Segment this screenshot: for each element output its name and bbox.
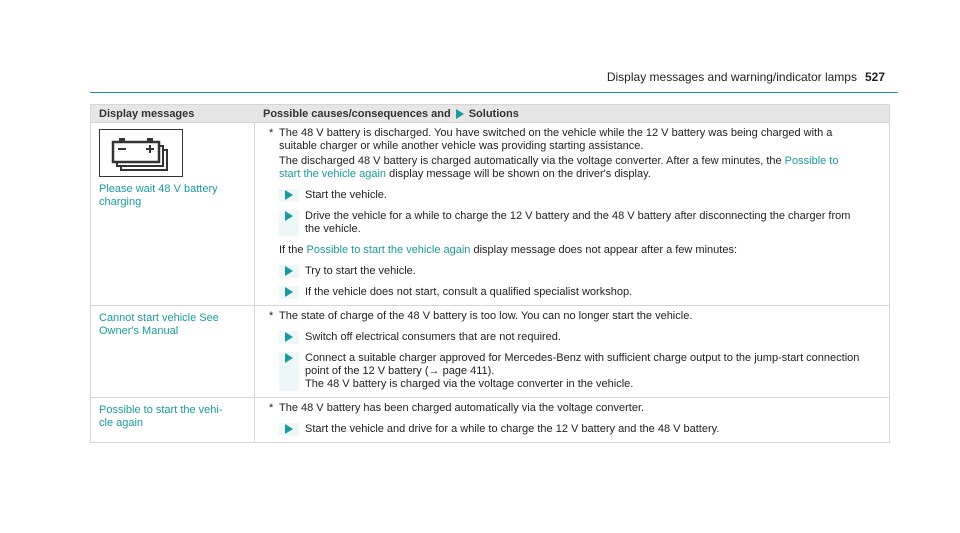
step-marker [279, 423, 299, 436]
message-line: Owner's Manual [99, 325, 179, 337]
fact-item [269, 127, 881, 299]
header-rule [90, 92, 898, 93]
fact-item [269, 310, 881, 391]
table-row [91, 122, 889, 305]
fact-star-icon: * [269, 310, 274, 322]
action-step [279, 210, 881, 236]
message-line: Cannot start vehicle See [99, 312, 219, 324]
action-step [279, 286, 881, 299]
solutions-cell [255, 398, 889, 442]
message-ref: Possible to [784, 155, 839, 167]
battery-charging-icon [99, 129, 183, 177]
action-step [279, 352, 881, 391]
action-step [279, 189, 881, 202]
fact-text: The 48 V battery has been charged automatically via the voltage converter. [279, 402, 645, 414]
message-ref: Possible to start the vehicle again [306, 244, 471, 256]
para-text: display message does not appear after a few minutes: [470, 244, 738, 256]
display-message-cell [91, 306, 255, 397]
arrow-right-icon [285, 287, 293, 297]
arrow-right-icon [285, 332, 293, 342]
arrow-right-icon [456, 109, 464, 119]
para-text: The discharged 48 V battery is charged automatically via the voltage converter. After a few minutes, the [279, 155, 785, 167]
table-row [91, 397, 889, 442]
arrow-right-icon [285, 190, 293, 200]
message-line: charging [99, 196, 142, 208]
condition-text [279, 244, 881, 257]
para-text: display message will be shown on the driver's display. [386, 168, 651, 180]
fact-text: The 48 V battery is discharged. You have switched on the vehicle while the 12 V battery was being charged with a [279, 127, 833, 139]
step-marker [279, 352, 299, 391]
message-line: Possible to start the vehi- [99, 404, 223, 416]
fact-text: The state of charge of the 48 V battery is too low. You can no longer start the vehicle. [279, 310, 693, 322]
message-line: cle again [99, 417, 144, 429]
page-header [607, 70, 885, 84]
display-message-cell [91, 398, 255, 442]
page-header-title: Display messages and warning/indicator lamps [606, 70, 857, 84]
display-message-cell [91, 123, 255, 305]
solutions-cell [255, 123, 889, 305]
step-text: Switch off electrical consumers that are not required. [305, 331, 561, 343]
step-text: Try to start the vehicle. [305, 265, 416, 277]
col-header-display-messages: Display messages [99, 107, 195, 120]
message-line: Please wait 48 V battery [99, 183, 218, 195]
page-reference[interactable]: point of the 12 V battery (→ page 411). [305, 365, 495, 377]
step-text: Start the vehicle and drive for a while to charge the 12 V battery and the 48 V battery. [305, 423, 720, 435]
step-marker [279, 189, 299, 202]
step-marker [279, 265, 299, 278]
col-header-causes-label: Possible causes/consequences and [263, 107, 451, 120]
action-step [279, 265, 881, 278]
table-row [91, 305, 889, 397]
step-text-line: The 48 V battery is charged via the voltage converter in the vehicle. [305, 378, 634, 390]
action-step [279, 423, 881, 436]
step-marker [279, 210, 299, 236]
step-text: If the vehicle does not start, consult a qualified specialist workshop. [305, 286, 633, 298]
table-header [91, 105, 889, 122]
step-text-line: Connect a suitable charger approved for Mercedes-Benz with sufficient charge output to the jump-start connection [305, 352, 860, 364]
arrow-right-icon [285, 424, 293, 434]
step-marker [279, 286, 299, 299]
arrow-right-icon [285, 211, 293, 221]
para-text: If the [279, 244, 307, 256]
step-text [299, 352, 881, 391]
messages-table [90, 104, 890, 443]
step-text [299, 210, 881, 236]
arrow-right-icon [285, 266, 293, 276]
fact-star-icon: * [269, 402, 274, 414]
arrow-right-icon [285, 353, 293, 363]
fact-star-icon: * [269, 127, 274, 139]
fact-item [269, 402, 881, 436]
fact-paragraph [279, 155, 881, 168]
col-header-solutions [255, 108, 889, 120]
step-text-line: the vehicle. [305, 223, 361, 235]
fact-text: suitable charger or while another vehicle was providing starting assistance. [279, 140, 644, 152]
step-marker [279, 331, 299, 344]
action-step [279, 331, 881, 344]
col-header-solutions-label: Solutions [468, 107, 519, 120]
message-ref: start the vehicle again [279, 168, 387, 180]
fact-paragraph-cont [279, 168, 881, 181]
solutions-cell [255, 306, 889, 397]
page-number: 527 [864, 70, 885, 84]
step-text: Start the vehicle. [305, 189, 387, 201]
step-text-line: Drive the vehicle for a while to charge the 12 V battery and the 48 V battery after disconnecting the charger from [305, 210, 851, 222]
